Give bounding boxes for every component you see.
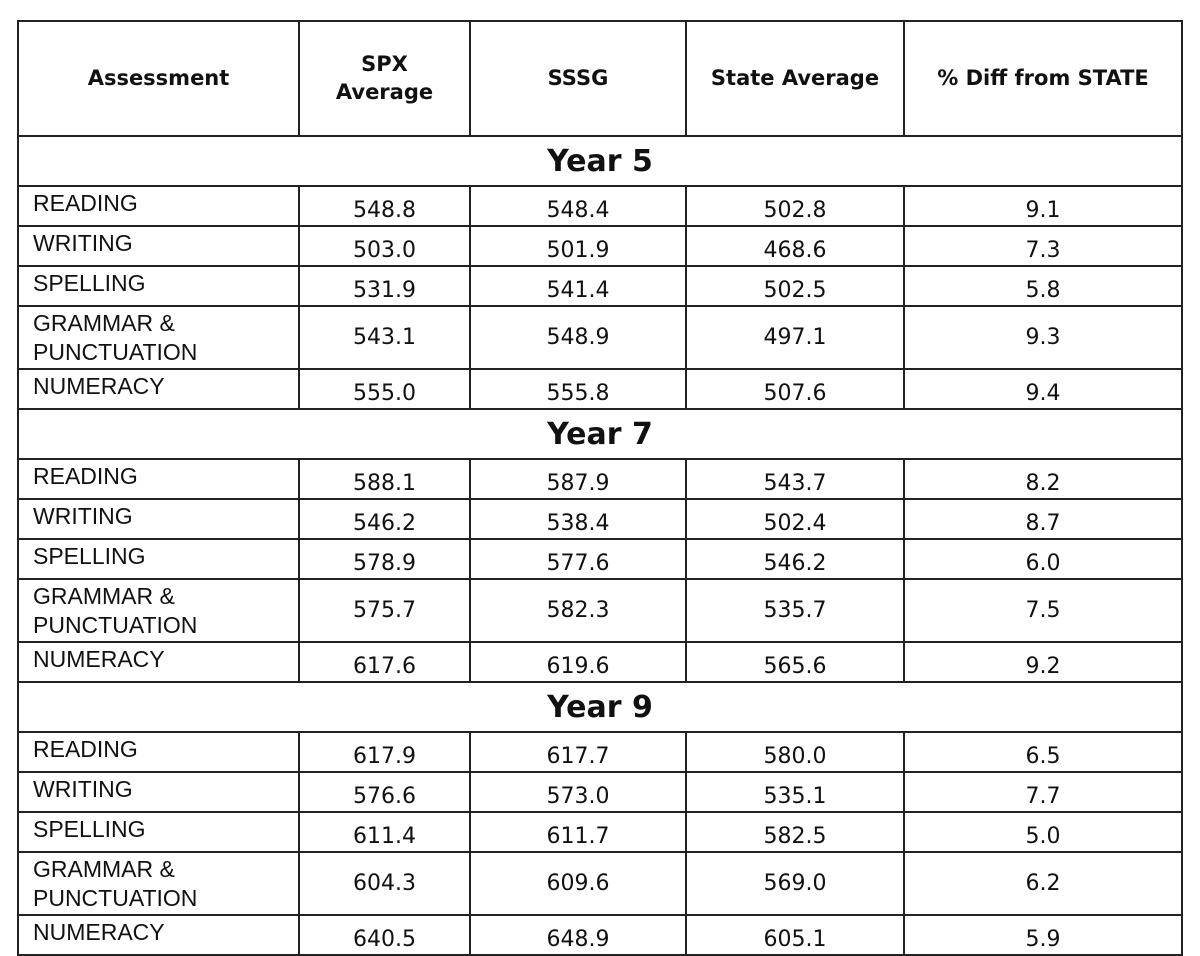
spx-average-cell: 576.6 [299,772,470,812]
table-row [18,306,1182,369]
assessment-cell: NUMERACY [18,642,299,682]
assessment-cell: SPELLING [18,539,299,579]
spx-average-cell: 588.1 [299,459,470,499]
diff-from-state-cell: 8.7 [904,499,1182,539]
state-average-cell: 535.7 [686,579,904,642]
sssg-cell: 538.4 [470,499,686,539]
table-row [18,226,1182,266]
state-average-cell: 580.0 [686,732,904,772]
state-average-cell: 582.5 [686,812,904,852]
assessment-cell: NUMERACY [18,369,299,409]
table-row [18,459,1182,499]
spx-average-cell: 548.8 [299,186,470,226]
spx-average-cell: 617.9 [299,732,470,772]
table-row [18,642,1182,682]
state-average-cell: 507.6 [686,369,904,409]
assessment-cell: GRAMMAR & PUNCTUATION [18,852,299,915]
diff-from-state-cell: 6.0 [904,539,1182,579]
section-title: Year 5 [18,136,1182,186]
sssg-cell: 501.9 [470,226,686,266]
spx-average-cell: 640.5 [299,915,470,955]
assessment-cell: SPELLING [18,812,299,852]
spx-average-cell: 617.6 [299,642,470,682]
table-row [18,539,1182,579]
assessment-cell: READING [18,186,299,226]
spx-average-cell: 546.2 [299,499,470,539]
sssg-cell: 548.4 [470,186,686,226]
assessment-cell: WRITING [18,226,299,266]
state-average-cell: 468.6 [686,226,904,266]
header-sssg: SSSG [470,21,686,136]
diff-from-state-cell: 7.7 [904,772,1182,812]
spx-average-cell: 604.3 [299,852,470,915]
header-assessment: Assessment [18,21,299,136]
sssg-cell: 573.0 [470,772,686,812]
state-average-cell: 605.1 [686,915,904,955]
section-header-row [18,682,1182,732]
sssg-cell: 548.9 [470,306,686,369]
assessment-cell: GRAMMAR & PUNCTUATION [18,306,299,369]
diff-from-state-cell: 9.1 [904,186,1182,226]
sssg-cell: 611.7 [470,812,686,852]
table-row [18,579,1182,642]
header-row [18,21,1182,136]
state-average-cell: 502.5 [686,266,904,306]
state-average-cell: 497.1 [686,306,904,369]
assessment-cell: NUMERACY [18,915,299,955]
table-row [18,266,1182,306]
table-row [18,186,1182,226]
spx-average-cell: 503.0 [299,226,470,266]
diff-from-state-cell: 7.3 [904,226,1182,266]
sssg-cell: 582.3 [470,579,686,642]
spx-average-cell: 531.9 [299,266,470,306]
spx-average-cell: 611.4 [299,812,470,852]
table-row [18,499,1182,539]
state-average-cell: 565.6 [686,642,904,682]
diff-from-state-cell: 9.3 [904,306,1182,369]
state-average-cell: 543.7 [686,459,904,499]
results-table [17,20,1183,956]
sssg-cell: 577.6 [470,539,686,579]
state-average-cell: 569.0 [686,852,904,915]
state-average-cell: 535.1 [686,772,904,812]
diff-from-state-cell: 5.8 [904,266,1182,306]
header-diff-from-state: % Diff from STATE [904,21,1182,136]
assessment-cell: WRITING [18,499,299,539]
table-row [18,369,1182,409]
sssg-cell: 555.8 [470,369,686,409]
diff-from-state-cell: 5.0 [904,812,1182,852]
section-title: Year 9 [18,682,1182,732]
table-row [18,772,1182,812]
sssg-cell: 541.4 [470,266,686,306]
diff-from-state-cell: 6.5 [904,732,1182,772]
diff-from-state-cell: 9.4 [904,369,1182,409]
assessment-cell: GRAMMAR & PUNCTUATION [18,579,299,642]
spx-average-cell: 555.0 [299,369,470,409]
table-row [18,915,1182,955]
state-average-cell: 502.8 [686,186,904,226]
sssg-cell: 617.7 [470,732,686,772]
diff-from-state-cell: 8.2 [904,459,1182,499]
header-spx-average: SPX Average [299,21,470,136]
sssg-cell: 648.9 [470,915,686,955]
assessment-cell: WRITING [18,772,299,812]
section-title: Year 7 [18,409,1182,459]
diff-from-state-cell: 9.2 [904,642,1182,682]
spx-average-cell: 543.1 [299,306,470,369]
header-state-average: State Average [686,21,904,136]
sssg-cell: 619.6 [470,642,686,682]
diff-from-state-cell: 7.5 [904,579,1182,642]
spx-average-cell: 578.9 [299,539,470,579]
state-average-cell: 502.4 [686,499,904,539]
table-row [18,852,1182,915]
section-header-row [18,409,1182,459]
diff-from-state-cell: 6.2 [904,852,1182,915]
assessment-cell: SPELLING [18,266,299,306]
table-body [18,136,1182,955]
sssg-cell: 609.6 [470,852,686,915]
state-average-cell: 546.2 [686,539,904,579]
spx-average-cell: 575.7 [299,579,470,642]
assessment-cell: READING [18,732,299,772]
table-row [18,732,1182,772]
table-row [18,812,1182,852]
diff-from-state-cell: 5.9 [904,915,1182,955]
section-header-row [18,136,1182,186]
assessment-cell: READING [18,459,299,499]
sssg-cell: 587.9 [470,459,686,499]
